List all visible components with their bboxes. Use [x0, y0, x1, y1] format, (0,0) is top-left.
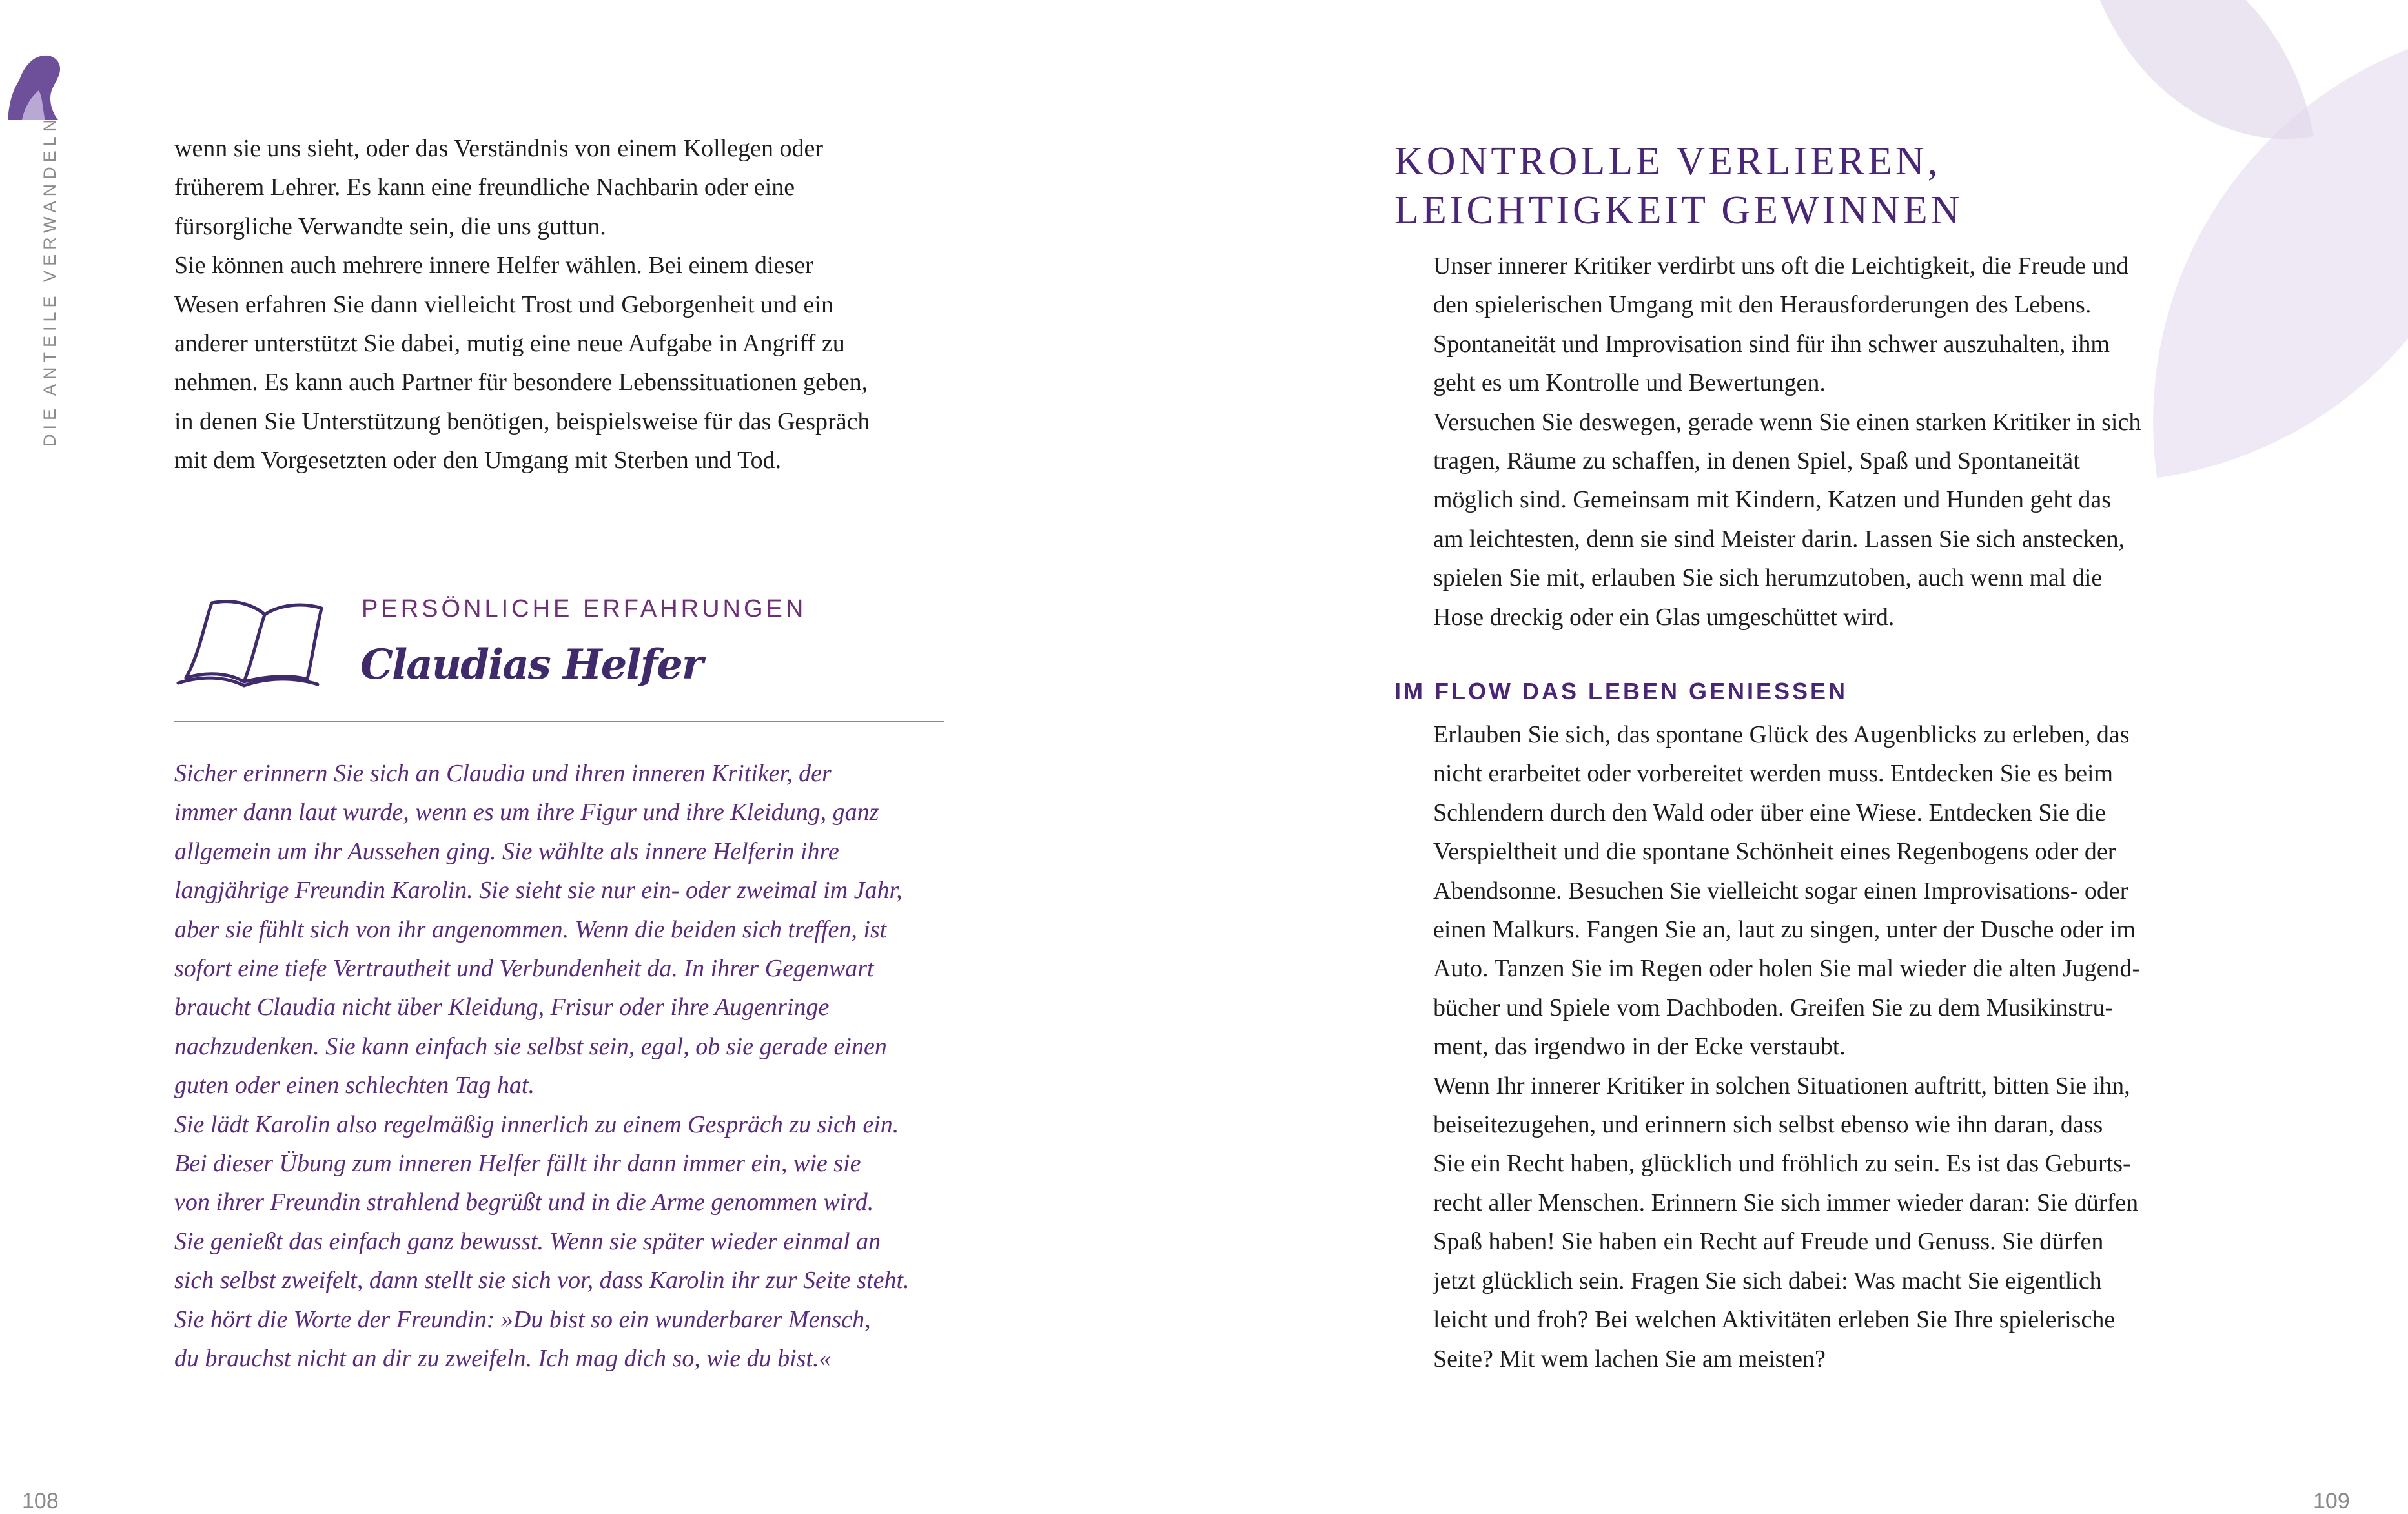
text-line: Auto. Tanzen Sie im Regen oder holen Sie mal wieder die alten Jugend- — [1433, 955, 2141, 983]
text-line: in denen Sie Unterstützung benötigen, beispielsweise für das Gespräch — [174, 407, 870, 435]
text-line: mit dem Vorgesetzten oder den Umgang mit Sterben und Tod. — [174, 447, 782, 475]
page-number-right: 109 — [2313, 1489, 2350, 1513]
intro-text — [174, 129, 962, 480]
text-line: möglich sind. Gemeinsam mit Kindern, Katzen und Hunden geht das — [1433, 486, 2112, 514]
story-line: Sie hört die Worte der Freundin: »Du bist so ein wunderbarer Mensch, — [174, 1305, 871, 1333]
story-line: sofort eine tiefe Vertrautheit und Verbundenheit da. In ihrer Gegenwart — [174, 955, 874, 983]
text-line: am leichtesten, denn sie sind Meister darin. Lassen Sie sich anstecken, — [1433, 525, 2125, 553]
text-line: spielen Sie mit, erlauben Sie sich herumzutoben, auch wenn mal die — [1433, 564, 2103, 592]
page-number-left: 108 — [22, 1489, 59, 1513]
story-line: Bei dieser Übung zum inneren Helfer fällt ihr dann immer ein, wie sie — [174, 1150, 861, 1178]
text-line: ment, das irgendwo in der Ecke verstaubt. — [1433, 1033, 1846, 1061]
text-line: geht es um Kontrolle und Bewertungen. — [1433, 369, 1826, 397]
text-line: Unser innerer Kritiker verdirbt uns oft die Leichtigkeit, die Freude und — [1433, 252, 2129, 280]
section-heading — [1394, 137, 1963, 235]
open-book-icon — [174, 594, 329, 691]
story-line: sich selbst zweifelt, dann stellt sie sich vor, dass Karolin ihr zur Seite steht. — [174, 1267, 910, 1294]
text-line: Verspieltheit und die spontane Schönheit eines Regenbogens oder der — [1433, 838, 2116, 866]
text-line: nicht erarbeitet oder vorbereitet werden muss. Entdecken Sie es beim — [1433, 760, 2114, 788]
text-line: Sie ein Recht haben, glücklich und fröhlich zu sein. Es ist das Geburts- — [1433, 1150, 2131, 1178]
text-line: Schlendern durch den Wald oder über eine Wiese. Entdecken Sie die — [1433, 799, 2106, 826]
text-line: Sie können auch mehrere innere Helfer wählen. Bei einem dieser — [174, 252, 813, 280]
text-line: fürsorgliche Verwandte sein, die uns guttun. — [174, 212, 606, 240]
story-line: braucht Claudia nicht über Kleidung, Frisur oder ihre Augenringe — [174, 994, 830, 1021]
story-line: allgemein um ihr Aussehen ging. Sie wählte als innere Helferin ihre — [174, 837, 839, 865]
story-line: immer dann laut wurde, wenn es um ihre Figur und ihre Kleidung, ganz — [174, 799, 879, 826]
experience-title: Claudias Helfer — [360, 640, 702, 689]
woman-silhouette-icon — [3, 50, 62, 120]
chapter-side-label: DIE ANTEILE VERWANDELN — [40, 114, 59, 447]
text-line: den spielerischen Umgang mit den Herausforderungen des Lebens. — [1433, 291, 2092, 319]
subheading: IM FLOW DAS LEBEN GENIESSEN — [1394, 678, 1848, 704]
subsection-body — [1433, 715, 2221, 1378]
text-line: Versuchen Sie deswegen, gerade wenn Sie einen starken Kritiker in sich — [1433, 408, 2141, 436]
story-line: Sie genießt das einfach ganz bewusst. Wenn sie später wieder einmal an — [174, 1227, 881, 1255]
text-line: bücher und Spiele vom Dachboden. Greifen Sie zu dem Musikinstru- — [1433, 994, 2114, 1021]
story-line: nachzudenken. Sie kann einfach sie selbst sein, egal, ob sie gerade einen — [174, 1032, 887, 1060]
text-line: Spaß haben! Sie haben ein Recht auf Freude und Genuss. Sie dürfen — [1433, 1228, 2104, 1256]
text-line: Erlauben Sie sich, das spontane Glück des Augenblicks zu erleben, das — [1433, 721, 2130, 748]
text-line: leicht und froh? Bei welchen Aktivitäten erleben Sie Ihre spielerische — [1433, 1306, 2116, 1334]
text-line: recht aller Menschen. Erinnern Sie sich immer wieder daran: Sie dürfen — [1433, 1189, 2139, 1216]
text-line: Wesen erfahren Sie dann vielleicht Trost und Geborgenheit und ein — [174, 291, 833, 318]
text-line: tragen, Räume zu schaffen, in denen Spiel, Spaß und Spontaneität — [1433, 447, 2080, 475]
story-line: guten oder einen schlechten Tag hat. — [174, 1072, 535, 1100]
story-line: Sie lädt Karolin also regelmäßig innerlich zu einem Gespräch zu sich ein. — [174, 1110, 899, 1138]
text-line: Spontaneität und Improvisation sind für ihn schwer auszuhalten, ihm — [1433, 330, 2110, 358]
heading-line: LEICHTIGKEIT GEWINNEN — [1394, 189, 1963, 232]
text-line: Seite? Mit wem lachen Sie am meisten? — [1433, 1345, 1826, 1373]
text-line: Hose dreckig oder ein Glas umgeschüttet wird. — [1433, 603, 1895, 631]
text-line: jetzt glücklich sein. Fragen Sie sich dabei: Was macht Sie eigentlich — [1433, 1267, 2102, 1294]
text-line: anderer unterstützt Sie dabei, mutig eine neue Aufgabe in Angriff zu — [174, 330, 845, 358]
story-line: aber sie fühlt sich von ihr angenommen. Wenn die beiden sich treffen, ist — [174, 916, 887, 943]
story-line: du brauchst nicht an dir zu zweifeln. Ich mag dich so, wie du bist.« — [174, 1345, 832, 1373]
text-line: Wenn Ihr innerer Kritiker in solchen Situationen auftritt, bitten Sie ihn, — [1433, 1072, 2130, 1100]
story-line: von ihrer Freundin strahlend begrüßt und in die Arme genommen wird. — [174, 1189, 874, 1216]
heading-line: KONTROLLE VERLIEREN, — [1394, 139, 1941, 183]
experience-story — [174, 754, 968, 1378]
experience-divider — [174, 721, 944, 722]
story-line: langjährige Freundin Karolin. Sie sieht sie nur ein- oder zweimal im Jahr, — [174, 877, 903, 905]
section-body — [1433, 247, 2221, 637]
text-line: nehmen. Es kann auch Partner für besondere Lebenssituationen geben, — [174, 369, 868, 396]
text-line: einen Malkurs. Fangen Sie an, laut zu singen, unter der Dusche oder im — [1433, 916, 2136, 944]
experience-kicker: PERSÖNLICHE ERFAHRUNGEN — [362, 595, 807, 622]
text-line: wenn sie uns sieht, oder das Verständnis von einem Kollegen oder — [174, 135, 824, 162]
text-line: beiseitezugehen, und erinnern sich selbst ebenso wie ihn daran, dass — [1433, 1111, 2103, 1139]
text-line: Abendsonne. Besuchen Sie vielleicht sogar einen Improvisations- oder — [1433, 877, 2128, 905]
right-page — [1204, 0, 2408, 1514]
story-line: Sicher erinnern Sie sich an Claudia und ihren inneren Kritiker, der — [174, 760, 832, 787]
text-line: früherem Lehrer. Es kann eine freundliche Nachbarin oder eine — [174, 174, 795, 201]
